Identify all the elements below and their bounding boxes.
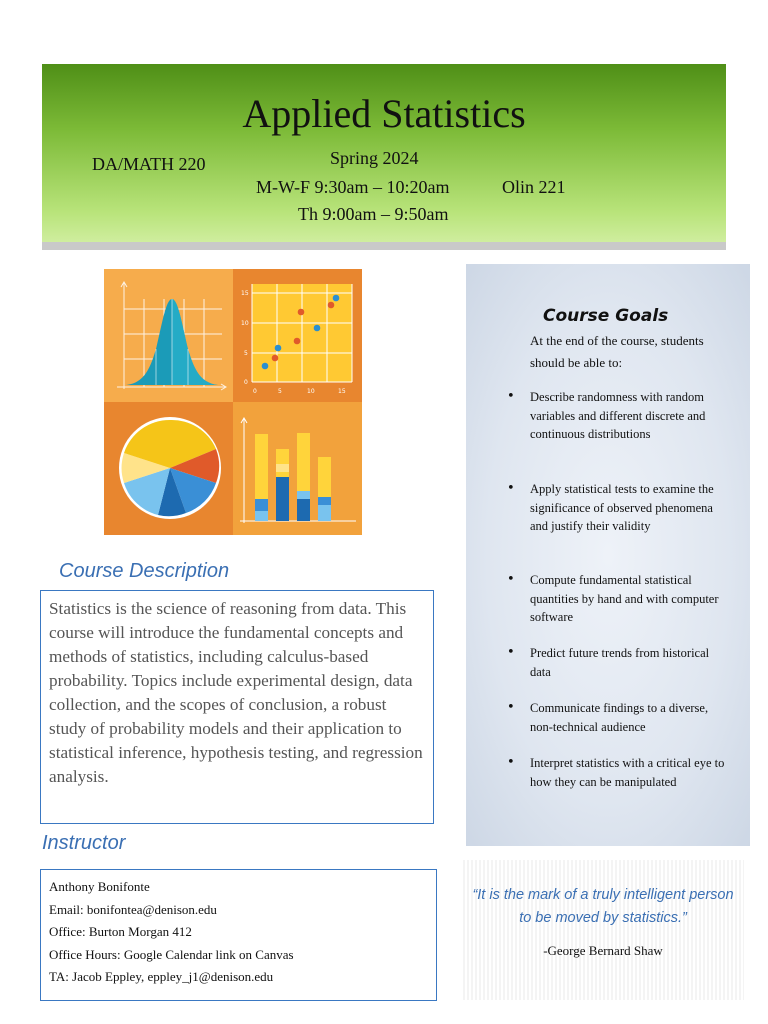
teaching-assistant: TA: Jacob Eppley, eppley_j1@denison.edu <box>49 969 274 984</box>
bullet-icon: • <box>507 755 515 770</box>
bullet-icon: • <box>507 389 515 404</box>
course-code: DA/MATH 220 <box>92 154 206 174</box>
course-description-text: Statistics is the science of reasoning from data. This course will introduce the fundamental concepts and methods of statistics, including calculus-based probability. Topics include experimental design, data collection, and the scopes of conclusion, a robust study of probability models and their application to statistical inference, hypothesis testing, and regression analysis. <box>49 599 423 786</box>
scatter-y-tick: 5 <box>244 350 248 357</box>
bullet-icon: • <box>507 700 515 715</box>
header-banner-shadow <box>42 242 726 250</box>
course-room: Olin 221 <box>502 177 566 197</box>
quote-text: “It is the mark of a truly intelligent person to be moved by statistics.” <box>472 887 734 926</box>
course-goals-intro: At the end of the course, students should be able to: <box>530 333 704 370</box>
goal-item: Describe randomness with random variables and different discrete and continuous distributions <box>530 390 706 441</box>
scatter-x-tick: 0 <box>253 388 257 395</box>
bullet-icon: • <box>507 481 515 496</box>
bullet-icon: • <box>507 572 515 587</box>
scatter-y-tick: 10 <box>241 320 249 327</box>
scatter-x-tick: 15 <box>338 388 346 395</box>
course-goals-title: Course Goals <box>543 306 669 326</box>
instructor-office: Office: Burton Morgan 412 <box>49 924 192 939</box>
scatter-y-tick: 0 <box>244 379 248 386</box>
quote-box <box>461 860 744 1000</box>
scatter-x-tick: 10 <box>307 388 315 395</box>
goal-item: Compute fundamental statistical quantities by hand and with computer software <box>530 573 719 624</box>
pie-chart-icon <box>119 417 221 519</box>
instructor-box <box>40 869 437 1001</box>
page-title: Applied Statistics <box>242 91 526 136</box>
instructor-email: Email: bonifontea@denison.edu <box>49 901 217 917</box>
scatter-plot-icon <box>241 284 352 395</box>
scatter-x-tick: 5 <box>278 388 282 395</box>
goal-item: Apply statistical tests to examine the significance of observed phenomena and justify their validity <box>530 482 714 533</box>
bullet-icon: • <box>507 645 515 660</box>
goal-item: Communicate findings to a diverse, non-technical audience <box>530 701 709 734</box>
instructor-office-hours: Office Hours: Google Calendar link on Canvas <box>49 946 294 962</box>
schedule-mwf: M-W-F 9:30am – 10:20am <box>256 177 450 197</box>
goal-item: Interpret statistics with a critical eye to how they can be manipulated <box>530 756 725 789</box>
course-term: Spring 2024 <box>330 148 419 168</box>
instructor-heading: Instructor <box>42 832 126 854</box>
statistics-illustration <box>104 269 362 535</box>
quote-author: -George Bernard Shaw <box>543 943 663 958</box>
course-description-box <box>40 590 434 824</box>
course-description-heading: Course Description <box>59 560 230 582</box>
goal-item: Predict future trends from historical data <box>530 646 710 679</box>
scatter-y-tick: 15 <box>241 290 249 297</box>
schedule-th: Th 9:00am – 9:50am <box>298 204 449 224</box>
instructor-name: Anthony Bonifonte <box>49 879 150 894</box>
